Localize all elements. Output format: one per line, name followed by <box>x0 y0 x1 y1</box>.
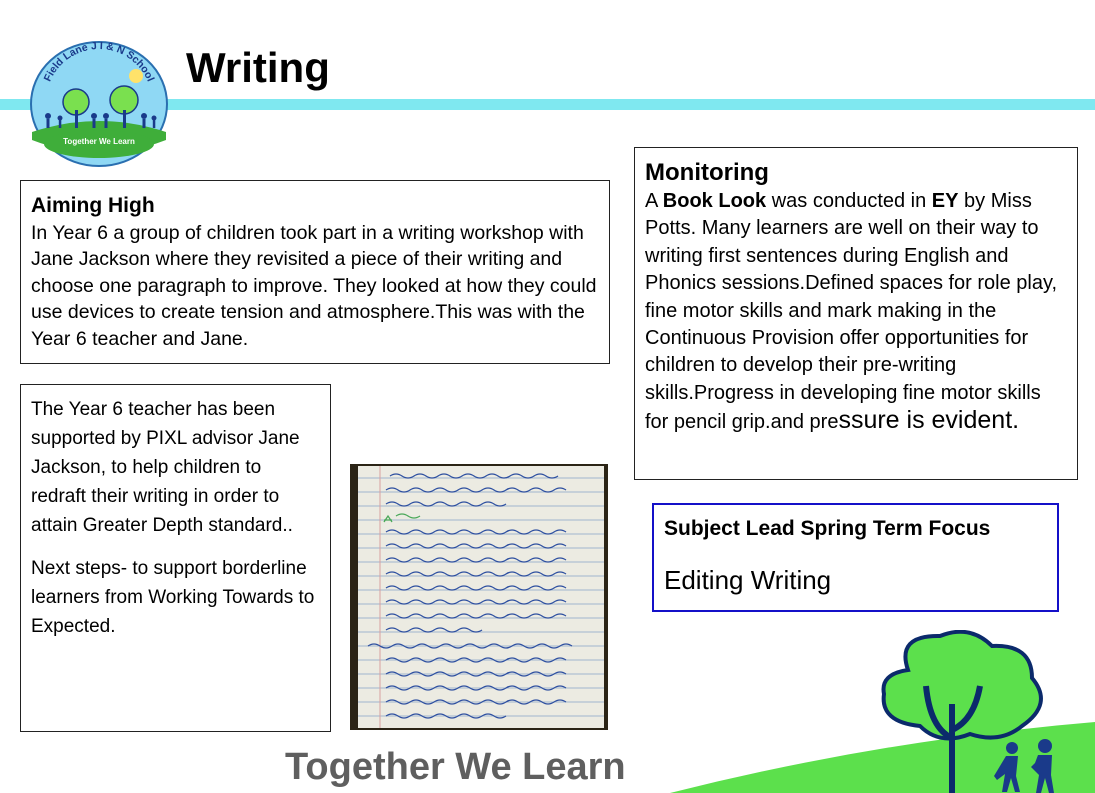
logo-motto: Together We Learn <box>63 137 135 146</box>
pixl-next-steps: Next steps- to support borderline learners from Working Towards to Expected. <box>31 558 315 637</box>
monitoring-text-2: was conducted in <box>766 190 932 212</box>
monitoring-text-1: A <box>645 190 663 212</box>
monitoring-text-3: by Miss Potts. Many learners are well on their way to writing first sentences during English and Phonics sessions.Defined spaces for role play, fine motor skills and mark making in the Continuous Provision offer opportunities for children to develop their pre-writing skills.Progress in developing fine motor skills for pencil grip.and pre <box>645 190 1058 434</box>
tree-decoration <box>640 630 1095 793</box>
handwriting-sample-photo <box>350 464 608 730</box>
monitoring-ey: EY <box>931 190 959 212</box>
pixl-support-box <box>20 384 331 732</box>
focus-heading: Subject Lead Spring Term Focus <box>664 517 991 540</box>
monitoring-heading: Monitoring <box>645 159 769 186</box>
focus-item: Editing Writing <box>664 565 832 595</box>
spring-term-focus-box <box>652 503 1059 612</box>
svg-text:Field Lane J I & N School: Field Lane J I & N School <box>41 40 157 84</box>
aiming-high-body: In Year 6 a group of children took part in a writing workshop with Jane Jackson where they revisited a piece of their writing and choose one paragraph to improve. They looked at how they could use devices to create tension and atmosphere.This was with the Year 6 teacher and Jane. <box>31 221 597 350</box>
school-logo <box>28 40 170 168</box>
aiming-high-heading: Aiming High <box>31 194 155 217</box>
page-title: Writing <box>186 44 330 91</box>
pixl-paragraph-1: The Year 6 teacher has been supported by PIXL advisor Jane Jackson, to help children to redraft their writing in order to attain Greater Depth standard.. <box>31 399 300 536</box>
monitoring-book-look: Book Look <box>662 190 767 212</box>
aiming-high-box <box>20 180 610 364</box>
monitoring-box <box>634 147 1078 480</box>
footer-motto: Together We Learn <box>285 746 626 788</box>
monitoring-text-4: ssure is evident. <box>838 406 1020 435</box>
